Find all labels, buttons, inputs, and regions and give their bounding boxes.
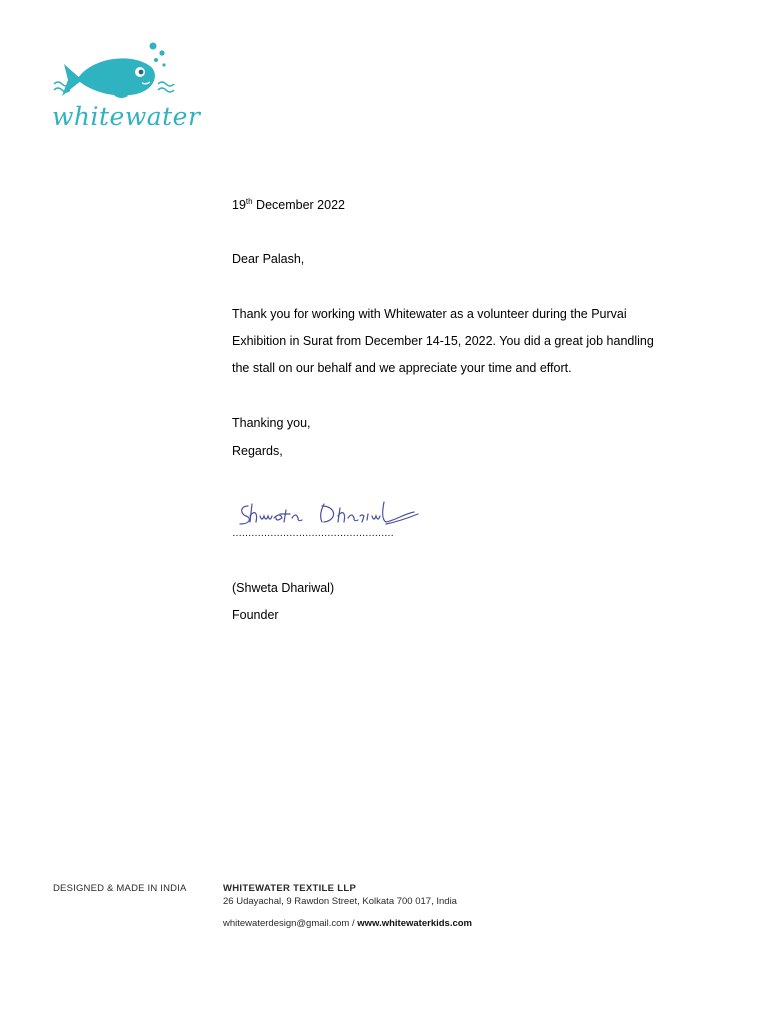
date-day: 19 <box>232 198 246 212</box>
body-line-1: Thank you for working with Whitewater as a volunteer during the Purvai <box>232 307 627 321</box>
signature-line: …………………………………………… <box>232 528 394 539</box>
closing-thanks: Thanking you, <box>232 416 311 430</box>
footer-tagline: DESIGNED & MADE IN INDIA <box>53 883 187 894</box>
date-suffix: th <box>245 196 253 206</box>
letter-date <box>232 191 345 219</box>
salutation: Dear Palash, <box>232 252 305 266</box>
date-rest: December 2022 <box>252 198 345 212</box>
footer-email[interactable]: whitewaterdesign@gmail.com <box>223 918 350 929</box>
handwritten-signature <box>236 496 426 530</box>
signer-title: Founder <box>232 608 279 622</box>
fish-icon <box>50 38 190 108</box>
body-line-3: the stall on our behalf and we appreciate your time and effort. <box>232 361 572 375</box>
footer-address: 26 Udayachal, 9 Rawdon Street, Kolkata 700 017, India <box>223 896 457 907</box>
footer-contact <box>223 918 472 929</box>
company-logo <box>50 38 201 134</box>
signer-name: (Shweta Dhariwal) <box>232 581 335 595</box>
body-line-2: Exhibition in Surat from December 14-15, 2022. You did a great job handling <box>232 334 654 348</box>
closing-regards: Regards, <box>232 444 283 458</box>
logo-wordmark: whitewater <box>52 102 201 131</box>
footer-website[interactable]: www.whitewaterkids.com <box>357 918 472 929</box>
footer-separator: / <box>349 918 358 929</box>
footer-company: WHITEWATER TEXTILE LLP <box>223 883 357 894</box>
